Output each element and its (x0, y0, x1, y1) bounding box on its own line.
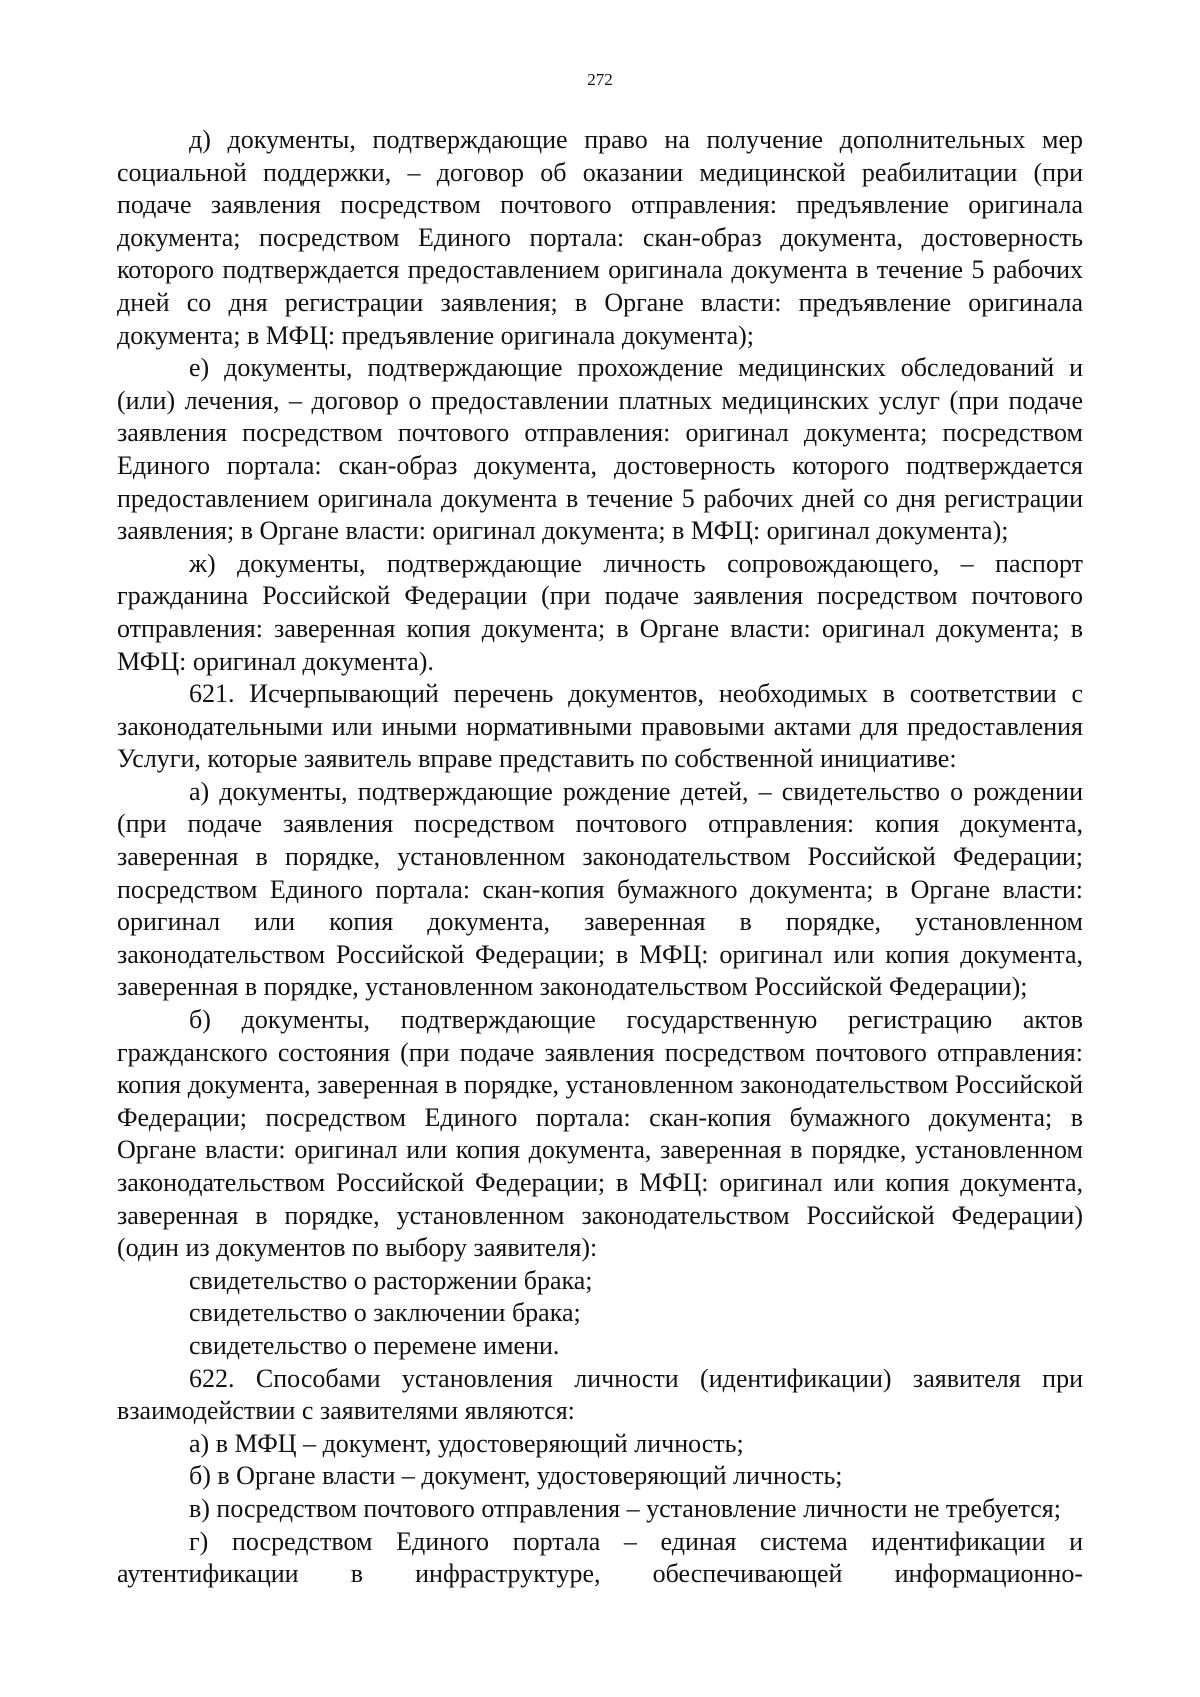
list-item-authority-identification: б) в Органе власти – документ, удостоверяющий личность; (189, 1461, 843, 1491)
paragraph-621-documents-list: 621. Исчерпывающий перечень документов, необходимых в соответствии с законодательными или иными нормативными правовыми актами для предоставления Услуги, которые заявитель вправе представить по собственной инициативе: (117, 679, 1083, 774)
list-item-marriage-certificate: свидетельство о заключении брака; (189, 1298, 581, 1328)
list-item-postal-identification: в) посредством почтового отправления – установление личности не требуется; (189, 1493, 1061, 1523)
list-item-name-change-certificate: свидетельство о перемене имени. (189, 1330, 560, 1360)
list-item-mfc-identification: а) в МФЦ – документ, удостоверяющий личность; (189, 1428, 744, 1458)
paragraph-b-civil-registration: б) документы, подтверждающие государственную регистрацию актов гражданского состояния (при подаче заявления посредством почтового отправления: копия документа, заверенная в порядке, установленном законодательством Российской Федерации; посредством Единого портала: скан-копия бумажного документа; в Органе власти: оригинал или копия документа, заверенная в порядке, установленном законодательством Российской Федерации; в МФЦ: оригинал или копия документа, заверенная в порядке, установленном законодательством Российской Федерации) (один из документов по выбору заявителя): (117, 1005, 1083, 1263)
paragraph-622-identification: 622. Способами установления личности (идентификации) заявителя при взаимодействии с заявителями являются: (117, 1363, 1083, 1426)
paragraph-a-birth-certificate: а) документы, подтверждающие рождение детей, – свидетельство о рождении (при подаче заявления посредством почтового отправления: копия документа, заверенная в порядке, установленном законодательством Российской Федерации; посредством Единого портала: скан-копия бумажного документа; в Органе власти: оригинал или копия документа, заверенная в порядке, установленном законодательством Российской Федерации; в МФЦ: оригинал или копия документа, заверенная в порядке, установленном законодательством Российской Федерации); (117, 776, 1083, 1002)
paragraph-d-medical-rehabilitation: д) документы, подтверждающие право на получение дополнительных мер социальной поддержки, – договор об оказании медицинской реабилитации (при подаче заявления посредством почтового отправления: предъявление оригинала документа; посредством Единого портала: скан-образ документа, достоверность которого подтверждается предоставлением оригинала документа в течение 5 рабочих дней со дня регистрации заявления; в Органе власти: предъявление оригинала документа; в МФЦ: предъявление оригинала документа); (117, 125, 1083, 350)
list-item-divorce-certificate: свидетельство о расторжении брака; (189, 1265, 593, 1295)
paragraph-zh-escort-identity: ж) документы, подтверждающие личность сопровождающего, – паспорт гражданина Российской Федерации (при подаче заявления посредством почтового отправления: заверенная копия документа; в Органе власти: оригинал документа; в МФЦ: оригинал документа). (117, 548, 1083, 676)
paragraph-e-medical-examinations: е) документы, подтверждающие прохождение медицинских обследований и (или) лечения, – договор о предоставлении платных медицинских услуг (при подаче заявления посредством почтового отправления: оригинал документа; посредством Единого портала: скан-образ документа, достоверность которого подтверждается предоставлением оригинала документа в течение 5 рабочих дней со дня регистрации заявления; в Органе власти: оригинал документа; в МФЦ: оригинал документа); (117, 353, 1083, 546)
list-item-portal-identification: г) посредством Единого портала – единая система идентификации и аутентификации в инфраструктуре, обеспечивающей информационно- (117, 1526, 1083, 1589)
document-body (117, 124, 1083, 1591)
page-number: 272 (587, 70, 613, 89)
